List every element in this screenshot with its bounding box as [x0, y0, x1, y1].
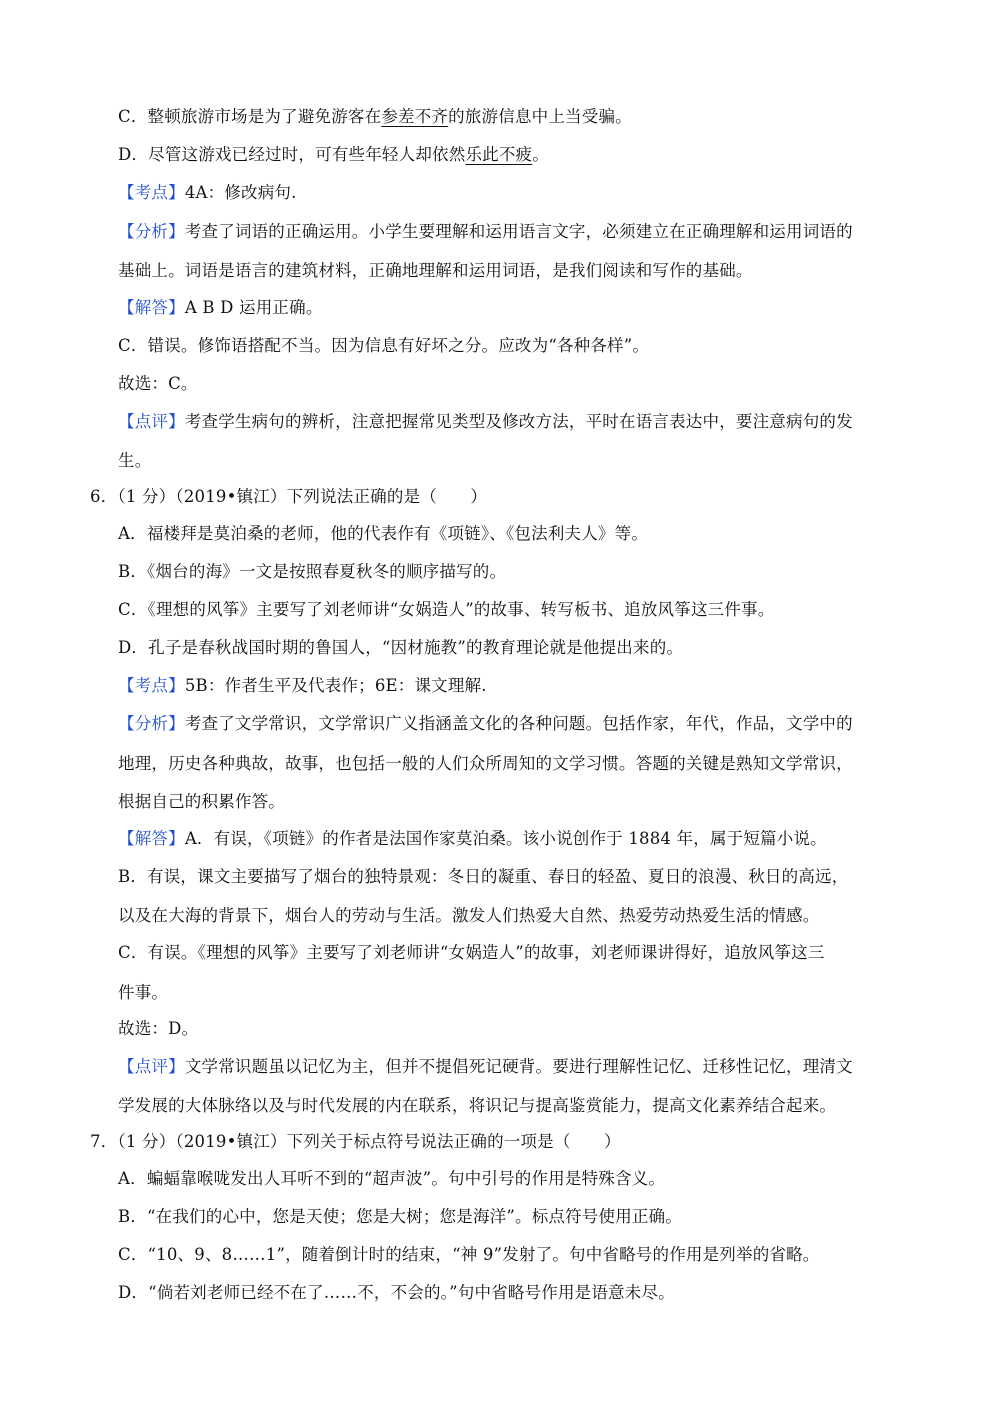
q6-option-d: D．孔子是春秋战国时期的鲁国人，“因材施教”的教育理论就是他提出来的。: [118, 638, 684, 657]
dianping-tag: 【点评】: [118, 1057, 185, 1076]
q6-fenxi-line2: 地理，历史各种典故，故事，也包括一般的人们众所周知的文学习惯。答题的关键是熟知文学常识，: [118, 754, 853, 773]
q5-fenxi-line2: 基础上。词语是语言的建筑材料，正确地理解和运用词语，是我们阅读和写作的基础。: [118, 261, 753, 280]
q6-jieda-c-line1: C．有误。《理想的风筝》主要写了刘老师讲“女娲造人”的故事，刘老师课讲得好，追放风筝这三: [118, 943, 825, 962]
q7-option-c: C．“10、9、8……1”，随着倒计时的结束，“神 9”发射了。句中省略号的作用是列举的省略。: [118, 1245, 820, 1264]
q7-option-a: A．蝙蝠靠喉咙发出人耳听不到的“超声波”。句中引号的作用是特殊含义。: [118, 1169, 666, 1188]
q6-fenxi-line1: 【分析】考查了文学常识，文学常识广义指涵盖文化的各种问题。包括作家，年代，作品，文学中的: [118, 714, 853, 733]
q6-dianping-line2: 学发展的大体脉络以及与时代发展的内在联系，将识记与提高鉴赏能力，提高文化素养结合起来。: [118, 1096, 837, 1115]
q6-dianping-line1: 【点评】文学常识题虽以记忆为主，但并不提倡死记硬背。要进行理解性记忆、迁移性记忆，理清文: [118, 1057, 853, 1076]
q6-answer: 故选：D。: [118, 1019, 199, 1038]
q6-option-a: A．福楼拜是莫泊桑的老师，他的代表作有《项链》、《包法利夫人》等。: [118, 524, 649, 543]
kaodian-tag: 【考点】: [118, 676, 185, 695]
jieda-tag: 【解答】: [118, 298, 185, 317]
q6-jieda-c-line2: 件事。: [118, 983, 169, 1002]
q5-kaodian: 【考点】4A：修改病句.: [118, 183, 297, 202]
q5-jieda: 【解答】A B D 运用正确。: [118, 298, 323, 317]
q7-option-d: D．“倘若刘老师已经不在了……不，不会的。”句中省略号作用是语意未尽。: [118, 1283, 675, 1302]
q6-option-b: B．《烟台的海》一文是按照春夏秋冬的顺序描写的。: [118, 562, 507, 581]
q6-jieda: 【解答】A．有误，《项链》的作者是法国作家莫泊桑。该小说创作于 1884 年，属于短篇小说。: [118, 829, 827, 848]
q6-jieda-b-line2: 以及在大海的背景下，烟台人的劳动与生活。激发人们热爱大自然、热爱劳动热爱生活的情感。: [118, 906, 820, 925]
q5-fenxi-line1: 【分析】考查了词语的正确运用。小学生要理解和运用语言文字，必须建立在正确理解和运用词语的: [118, 222, 853, 241]
q5-option-d: D．尽管这游戏已经过时，可有些年轻人却依然乐此不疲。: [118, 145, 549, 164]
q7-stem: 7．（1 分）（2019•镇江）下列关于标点符号说法正确的一项是（ ）: [90, 1132, 621, 1151]
dianping-tag: 【点评】: [118, 412, 185, 431]
q5-answer: 故选：C。: [118, 374, 198, 393]
q7-option-b: B．“在我们的心中，您是天使；您是大树；您是海洋”。标点符号使用正确。: [118, 1207, 682, 1226]
q6-option-c: C．《理想的风筝》主要写了刘老师讲“女娲造人”的故事、转写板书、追放风筝这三件事。: [118, 600, 775, 619]
q5-jieda-c: C．错误。修饰语搭配不当。因为信息有好坏之分。应改为“各种各样”。: [118, 336, 650, 355]
q6-jieda-b-line1: B．有误，课文主要描写了烟台的独特景观：冬日的凝重、春日的轻盈、夏日的浪漫、秋日的高远，: [118, 867, 849, 886]
fenxi-tag: 【分析】: [118, 714, 185, 733]
fenxi-tag: 【分析】: [118, 222, 185, 241]
q6-fenxi-line3: 根据自己的积累作答。: [118, 792, 285, 811]
q5-dianping-line2: 生。: [118, 451, 152, 470]
q5-option-c: C．整顿旅游市场是为了避免游客在参差不齐的旅游信息中上当受骗。: [118, 107, 632, 126]
jieda-tag: 【解答】: [118, 829, 185, 848]
q6-stem: 6．（1 分）（2019•镇江）下列说法正确的是（ ）: [90, 487, 488, 506]
q5-dianping-line1: 【点评】考查学生病句的辨析，注意把握常见类型及修改方法，平时在语言表达中，要注意病句的发: [118, 412, 853, 431]
q6-kaodian: 【考点】5B：作者生平及代表作；6E：课文理解.: [118, 676, 487, 695]
kaodian-tag: 【考点】: [118, 183, 185, 202]
